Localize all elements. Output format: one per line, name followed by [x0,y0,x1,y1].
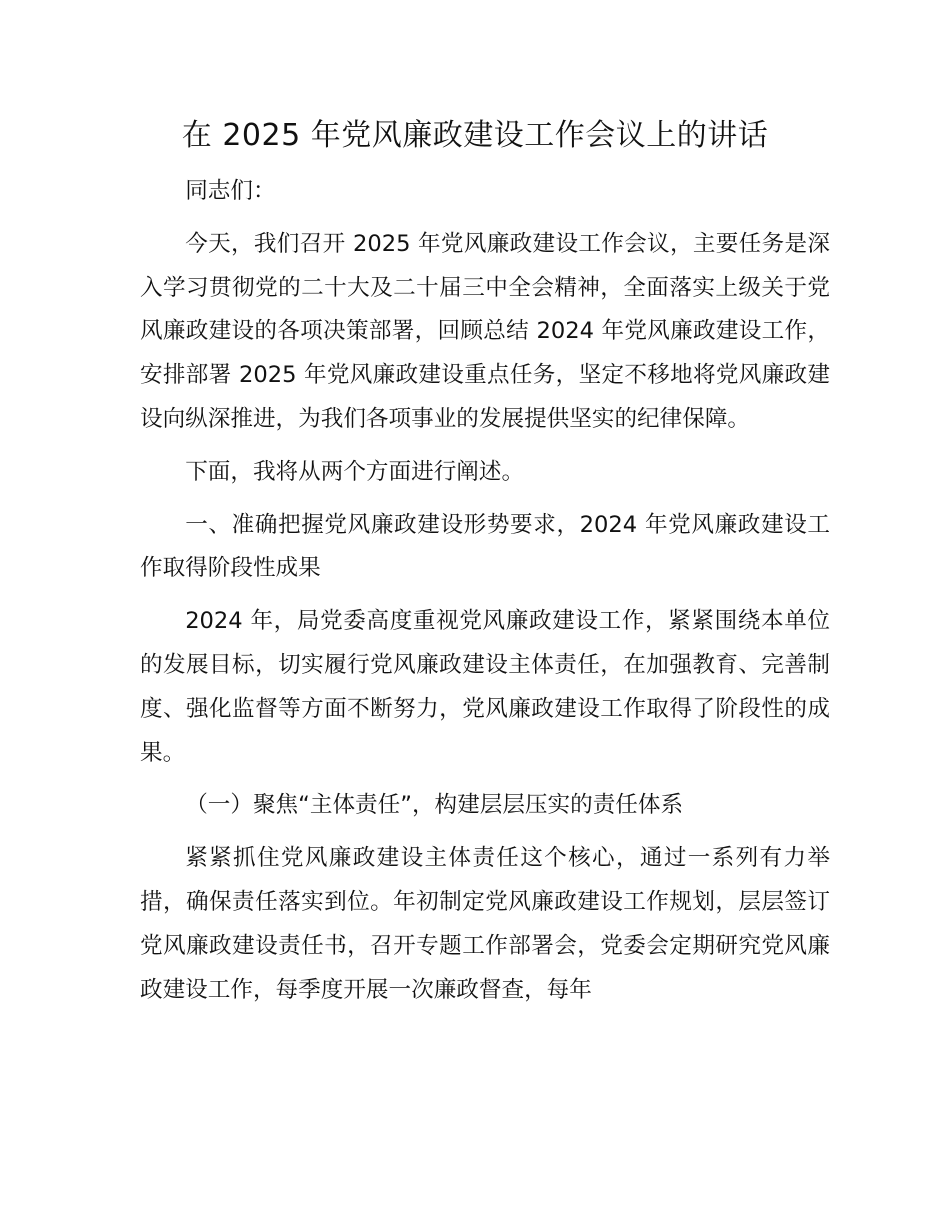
paragraph-salutation: 同志们： [185,178,276,204]
subsection-heading-1: （一）聚焦“主体责任”，构建层层压实的责任体系 [185,792,684,819]
paragraph-outline: 下面，我将从两个方面进行阐述。 [185,458,525,485]
section-heading-1: 一、准确把握党风廉政建设形势要求，2024 年党风廉政建设工作取得阶段性成果 [140,511,830,582]
paragraph-2024-summary: 2024 年，局党委高度重视党风廉政建设工作，紧紧围绕本单位的发展目标，切实履行党风廉政建设主体责任，在加强教育、完善制度、强化监督等方面不断努力，党风廉政建设工作取得了阶段性的成果。 [140,608,830,766]
document-body [140,170,830,1021]
paragraph-responsibility: 紧紧抓住党风廉政建设主体责任这个核心，通过一系列有力举措，确保责任落实到位。年初制定党风廉政建设工作规划，层层签订党风廉政建设责任书，召开专题工作部署会，党委会定期研究党风廉政建设工作，每季度开展一次廉政督查，每年 [140,845,830,1003]
paragraph-intro: 今天，我们召开 2025 年党风廉政建设工作会议，主要任务是深入学习贯彻党的二十大及二十届三中全会精神，全面落实上级关于党风廉政建设的各项决策部署，回顾总结 2024 年党风廉政建设工作，安排部署 2025 年党风廉政建设重点任务，坚定不移地将党风廉政建设向纵深推进，为我们各项事业的发展提供坚实的纪律保障。 [140,230,830,432]
document-title: 在 2025 年党风廉政建设工作会议上的讲话 [181,118,769,153]
